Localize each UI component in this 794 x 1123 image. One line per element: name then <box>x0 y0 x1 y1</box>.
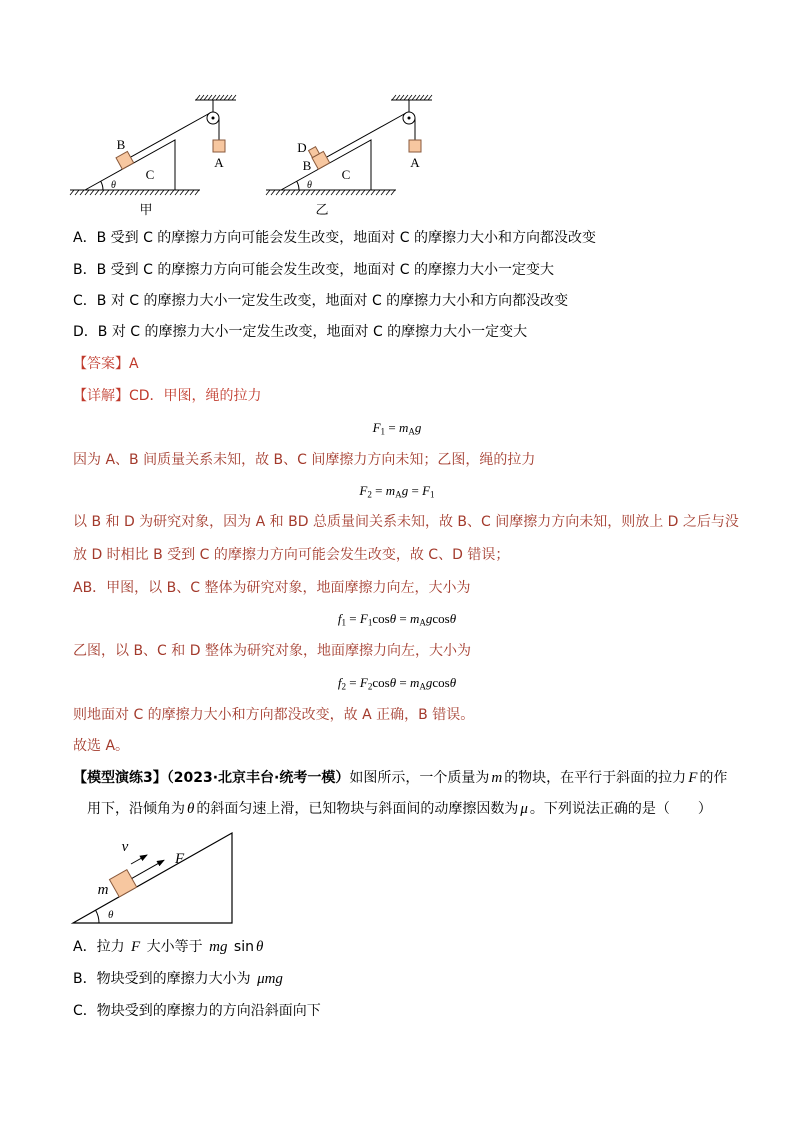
text-run: = <box>408 483 423 498</box>
math-subscript: 1 <box>367 617 373 628</box>
formula-f2 <box>0 481 794 505</box>
detail-intro: 【详解】CD．甲图，绳的拉力 <box>73 388 262 404</box>
label-a: A <box>410 155 420 170</box>
math-symbol: F <box>359 483 368 498</box>
math-symbol: g <box>425 675 433 690</box>
explain-line-2: 以 B 和 D 为研究对象，因为 A 和 BD 总质量间关系未知，故 B、C 间摩擦力方向未知，则放上 D 之后与没 <box>73 514 739 530</box>
problem-option-c <box>73 1001 321 1021</box>
block-b <box>116 151 134 169</box>
problem-option-a <box>73 937 265 957</box>
math-symbol: f <box>337 675 342 690</box>
math-subscript: A <box>395 489 402 500</box>
figure-yi <box>266 95 432 218</box>
formula-f1 <box>0 418 794 442</box>
pulley-axle <box>408 117 411 120</box>
math-symbol: θ <box>255 939 264 955</box>
text-run: = <box>396 675 410 690</box>
text-run: 大小等于 <box>142 939 208 955</box>
math-symbol: F <box>422 483 431 498</box>
ground-hatch <box>70 190 199 195</box>
text-run: 用下，沿倾角为 <box>87 801 185 817</box>
explain-line-5: 乙图，以 B、C 和 D 整体为研究对象，地面摩擦力向左，大小为 <box>73 643 471 659</box>
label-theta: θ <box>307 180 312 191</box>
bold-text: 【模型演练3】（2023·北京丰台·统考一模） <box>73 770 350 786</box>
caption-jia: 甲 <box>139 203 153 218</box>
text-run: B．物块受到的摩擦力大小为 <box>73 971 256 987</box>
label-b: B <box>302 158 312 173</box>
explain-line-1: 因为 A、B 间质量关系未知，故 B、C 间摩擦力方向未知；乙图，绳的拉力 <box>73 452 536 468</box>
math-symbol: g <box>425 611 433 626</box>
explain-line-6: 则地面对 C 的摩擦力大小和方向都没改变，故 A 正确，B 错误。 <box>73 707 475 723</box>
label-f: F <box>175 851 185 867</box>
rope-to-block-b <box>327 113 407 157</box>
block-a <box>213 140 225 152</box>
math-subscript: 1 <box>341 617 347 628</box>
math-symbol: μmg <box>257 971 283 987</box>
math-subscript: 1 <box>380 426 386 437</box>
block-m <box>109 870 136 897</box>
math-symbol: g <box>401 483 409 498</box>
label-v: v <box>121 839 129 855</box>
conclusion-line: 故选 A。 <box>73 738 130 754</box>
math-symbol: θ <box>449 611 457 626</box>
text-run: cos <box>372 675 390 690</box>
text-run: 如图所示，一个质量为 <box>349 770 490 786</box>
math-symbol: θ <box>389 675 397 690</box>
problem-line-1 <box>73 768 727 788</box>
math-symbol: mg <box>209 939 228 955</box>
text-run: 。下列说法正确的是（ ） <box>529 801 712 817</box>
text-run: A．拉力 <box>73 939 130 955</box>
label-d: D <box>297 140 307 155</box>
label-a: A <box>214 155 224 170</box>
option-d: D．B 对 C 的摩擦力大小一定发生改变，地面对 C 的摩擦力大小一定变大 <box>73 324 528 340</box>
text-run: sin <box>229 939 254 955</box>
math-symbol: θ <box>187 801 195 817</box>
label-c: C <box>145 167 155 182</box>
math-symbol: F <box>131 939 141 955</box>
text-run: cos <box>372 611 390 626</box>
math-subscript: 2 <box>367 489 372 500</box>
math-symbol: m <box>398 420 409 435</box>
math-symbol: m <box>491 770 503 786</box>
figure-incline-block <box>0 825 794 930</box>
ceiling-hatch <box>392 95 432 100</box>
problem-line-2 <box>87 799 712 819</box>
math-symbol: F <box>688 770 698 786</box>
text-run: = <box>346 675 360 690</box>
math-symbol: g <box>414 420 422 435</box>
math-symbol: θ <box>449 675 457 690</box>
block-a <box>409 140 421 152</box>
problem-option-b <box>73 969 285 989</box>
answer-line: 【答案】A <box>73 356 139 372</box>
math-symbol: F <box>359 611 368 626</box>
angle-arc <box>96 910 99 923</box>
math-symbol: f <box>337 611 342 626</box>
math-symbol: μ <box>520 801 528 817</box>
incline <box>73 833 232 923</box>
text-run: = <box>371 483 386 498</box>
math-symbol: m <box>409 611 420 626</box>
velocity-arrow <box>131 855 147 864</box>
label-theta: θ <box>108 909 114 921</box>
angle-arc <box>297 181 299 190</box>
math-symbol: m <box>385 483 396 498</box>
text-run: = <box>396 611 410 626</box>
label-m: m <box>97 882 109 898</box>
ceiling-hatch <box>196 95 236 100</box>
option-b: B．B 受到 C 的摩擦力方向可能会发生改变，地面对 C 的摩擦力大小一定变大 <box>73 262 555 278</box>
text-run: = <box>346 611 360 626</box>
text-run: 的物块，在平行于斜面的拉力 <box>504 770 687 786</box>
pulley-axle <box>212 117 215 120</box>
rope-to-block-b <box>131 113 211 157</box>
formula-friction-1 <box>0 609 794 633</box>
label-b: B <box>116 137 126 152</box>
math-symbol: m <box>409 675 420 690</box>
text-run: C．物块受到的摩擦力的方向沿斜面向下 <box>73 1003 321 1019</box>
angle-arc <box>101 181 103 190</box>
explain-line-3: 放 D 时相比 B 受到 C 的摩擦力方向可能会发生改变，故 C、D 错误； <box>73 547 510 563</box>
option-c: C．B 对 C 的摩擦力大小一定发生改变，地面对 C 的摩擦力大小和方向都没改变 <box>73 293 569 309</box>
explain-line-4: AB．甲图，以 B、C 整体为研究对象，地面摩擦力向左，大小为 <box>73 580 471 596</box>
ground-hatch <box>266 190 395 195</box>
math-symbol: θ <box>389 611 397 626</box>
math-subscript: A <box>419 681 426 692</box>
text-run: = <box>385 420 399 435</box>
math-symbol: F <box>372 420 381 435</box>
option-a: A．B 受到 C 的摩擦力方向可能会发生改变，地面对 C 的摩擦力大小和方向都没改变 <box>73 230 596 246</box>
text-run: 的斜面匀速上滑，已知物块与斜面间的动摩擦因数为 <box>196 801 519 817</box>
math-subscript: 1 <box>430 489 435 500</box>
figure-jia <box>70 95 236 218</box>
math-subscript: A <box>408 426 415 437</box>
caption-yi: 乙 <box>315 203 329 218</box>
figure-jia-yi <box>0 0 794 225</box>
formula-friction-2 <box>0 673 794 697</box>
math-subscript: 2 <box>341 681 347 692</box>
math-symbol: F <box>359 675 368 690</box>
math-subscript: 2 <box>367 681 373 692</box>
text-run: cos <box>432 611 450 626</box>
force-f-arrow <box>132 860 164 878</box>
label-c: C <box>341 167 351 182</box>
text-run: 的作 <box>699 770 728 786</box>
label-theta: θ <box>111 180 116 191</box>
text-run: cos <box>432 675 450 690</box>
math-subscript: A <box>419 617 426 628</box>
